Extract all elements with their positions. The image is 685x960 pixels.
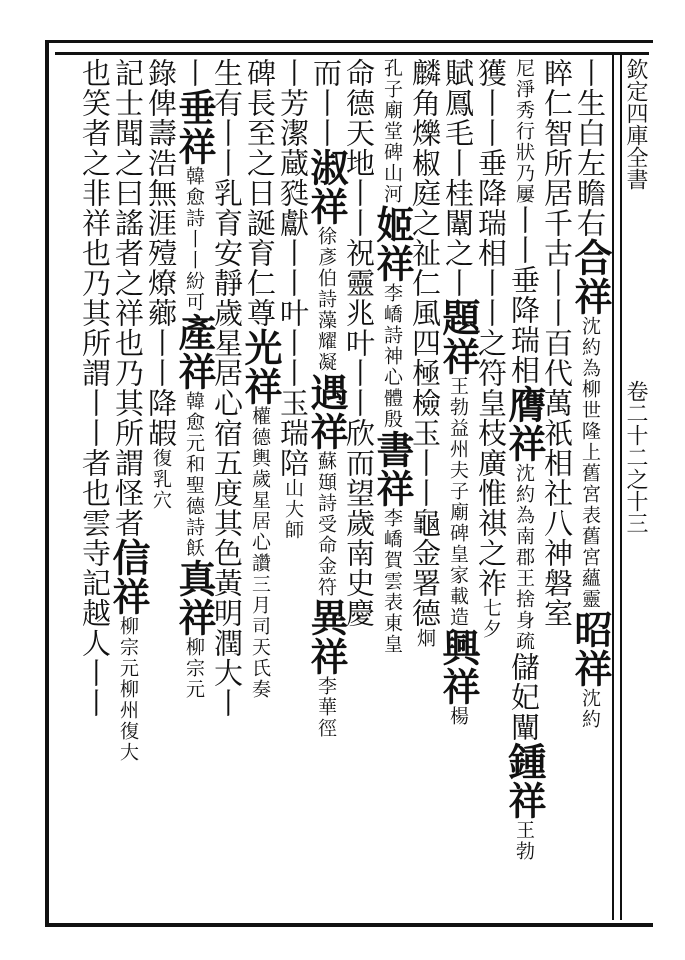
margin-volume: 卷二十二之十三: [623, 380, 648, 534]
entry-heading: 光祥: [238, 328, 283, 406]
entry-heading: 題祥: [436, 298, 481, 376]
entry-heading: 書祥: [370, 430, 415, 508]
entry-heading: 昭祥: [568, 610, 613, 688]
body-text: 殪燎薌丨丨降嘏: [144, 238, 178, 448]
entry-heading: 膺祥: [502, 385, 547, 463]
body-text: 錄俾壽浩無涯: [144, 58, 178, 238]
body-text: 命德天地丨丨: [342, 58, 376, 238]
body-text: 仁風四極檢玉丨丨龜金署德: [408, 268, 442, 628]
body-text: 睟仁智所居: [540, 58, 574, 208]
source-note: 李華徑: [315, 676, 337, 739]
source-note: 孔子廟堂碑山河: [381, 58, 403, 205]
body-text: 丨丨之符皇枝廣惟祺之祚: [474, 268, 508, 598]
source-note: 山大師: [282, 478, 304, 541]
top-rule: [55, 52, 649, 55]
body-text: 丨生白左瞻右: [573, 58, 607, 238]
entry-heading: 姬祥: [370, 205, 415, 283]
source-note: 王勃益州夫子廟碑皇家載造: [447, 376, 469, 628]
source-note: 楊: [447, 706, 469, 727]
source-note: 尼淨秀行狀乃屢: [513, 58, 535, 205]
source-note: 權德輿歲星居心讚三月司天氏奏: [249, 406, 271, 700]
body-text: 儲妃闡: [507, 652, 541, 742]
body-text: 也笑者之非祥也乃其所謂丨丨者也: [78, 58, 112, 508]
body-text: 麟角爍椒庭之祉: [408, 58, 442, 268]
body-text: 歲星居心宿五度其色黃明潤大丨: [210, 298, 244, 718]
body-text: 祝靈兆叶丨丨: [342, 238, 376, 418]
source-note: 柳宗元: [183, 637, 205, 700]
source-note: 徐彥伯詩藻耀凝: [315, 226, 337, 373]
source-note: 炯: [414, 628, 436, 649]
source-note: 李嶠詩神心體殷: [381, 283, 403, 430]
body-text: 千古丨丨百代萬祇相社八神磐室: [540, 208, 574, 628]
source-note: 復乳穴: [150, 448, 172, 511]
source-note: 沈約: [579, 688, 601, 730]
source-note: 柳宗元柳州復大: [117, 616, 139, 763]
source-note: 李嶠賀雲表東皇: [381, 508, 403, 655]
body-text: 生有丨丨乳育安靜: [210, 58, 244, 298]
source-note: 王勃: [513, 820, 535, 862]
body-text: 丨: [177, 58, 211, 88]
source-note: 蘇頲詩受命金符: [315, 451, 337, 598]
body-text: 雲寺記越人丨丨: [78, 508, 112, 718]
source-note: 七夕: [480, 598, 502, 640]
body-text: 而丨丨: [309, 58, 343, 148]
entry-heading: 異祥: [304, 598, 349, 676]
entry-heading: 鍾祥: [502, 742, 547, 820]
entry-heading: 真祥: [172, 559, 217, 637]
entry-heading: 信祥: [106, 538, 151, 616]
body-text: 賦鳳毛丨桂闈之丨: [441, 58, 475, 298]
entry-heading: 興祥: [436, 628, 481, 706]
entry-heading: 淑祥: [304, 148, 349, 226]
source-note: 沈約為南郡王捨身疏: [513, 463, 535, 652]
body-text: 叶丨丨玉瑞陪: [276, 298, 310, 478]
text-column: [75, 58, 115, 718]
entry-heading: 產祥: [172, 313, 217, 391]
body-text: 欣而望歲南史慶: [342, 418, 376, 628]
source-note: 韓愈詩丨丨紛可: [183, 166, 205, 313]
source-note: 沈約為柳世隆上舊宮表舊宮蘊靈: [579, 316, 601, 610]
body-text: 芳潔蔵甤獻丨丨: [276, 88, 310, 298]
body-text: 丨: [276, 58, 310, 88]
source-note: 韓愈元和聖德詩飫: [183, 391, 205, 559]
body-text: 記士聞之曰謠者之祥也乃其所謂怪者: [111, 58, 145, 538]
entry-heading: 合祥: [568, 238, 613, 316]
entry-heading: 遇祥: [304, 373, 349, 451]
body-text: 獲丨丨垂降瑞相: [474, 58, 508, 268]
entry-heading: 垂祥: [172, 88, 217, 166]
margin-title: 欽定四庫全書: [623, 58, 648, 190]
body-text: 碑長至之日誕育仁尊: [243, 58, 277, 328]
body-text: 丨丨垂降瑞相: [507, 205, 541, 385]
book-spine: [612, 52, 622, 920]
